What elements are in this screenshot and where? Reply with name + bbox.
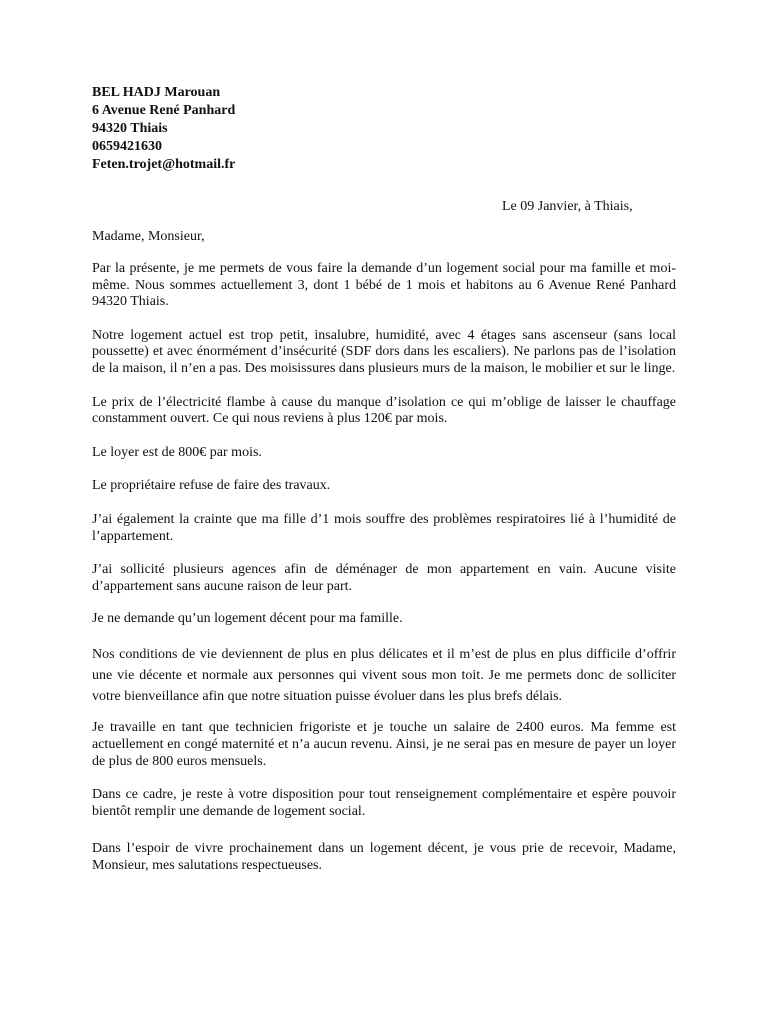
sender-name: BEL HADJ Marouan [92,85,221,100]
paragraph-closing: Dans l’espoir de vivre prochainement dans un logement décent, je vous prie de recevoir, Madame, Monsieur, mes salutations respectueuses. [92,841,676,873]
sender-email: Feten.trojet@hotmail.fr [92,157,236,172]
paragraph-request: Par la présente, je me permets de vous faire la demande d’un logement social pour ma famille et moi-même. Nous sommes actuellement 3, dont 1 bébé de 1 mois et habitons au 6 Avenue René Panhard 94320 Thiais. [92,261,676,310]
sender-block [92,84,676,174]
sender-phone: 0659421630 [92,139,162,154]
paragraph-income: Je travaille en tant que technicien frigoriste et je touche un salaire de 2400 euros. Ma femme est actuellement en congé maternité et n’a aucun revenu. Ainsi, je ne serai pas en mesure de payer un loyer de plus de 800 euros mensuels. [92,719,676,769]
date-line: Le 09 Janvier, à Thiais, [502,199,633,214]
paragraph-living-conditions: Nos conditions de vie deviennent de plus en plus délicates et il m’est de plus en plus difficile d’offrir une vie décente et normale aux personnes qui vivent sous mon toit. Je me permets donc de solliciter votre bienveillance afin que notre situation puisse évoluer dans les plus brefs délais. [92,646,676,704]
letter-page [92,84,676,874]
paragraph-health: J’ai également la crainte que ma fille d’1 mois souffre des problèmes respiratoires lié à l’humidité de l’appartement. [92,511,676,544]
sender-city: 94320 Thiais [92,121,168,136]
paragraph-rent: Le loyer est de 800€ par mois. [92,444,262,460]
salutation: Madame, Monsieur, [92,229,205,244]
paragraph-agencies: J’ai sollicité plusieurs agences afin de déménager de mon appartement en vain. Aucune visite d’appartement sans aucune raison de leur part. [92,562,676,594]
paragraph-landlord: Le propriétaire refuse de faire des travaux. [92,478,331,494]
paragraph-electricity: Le prix de l’électricité flambe à cause du manque d’isolation ce qui m’oblige de laisser le chauffage constamment ouvert. Ce qui nous reviens à plus 120€ par mois. [92,394,676,427]
paragraph-decent-housing: Je ne demande qu’un logement décent pour ma famille. [92,611,403,627]
sender-street: 6 Avenue René Panhard [92,103,236,118]
paragraph-availability: Dans ce cadre, je reste à votre disposition pour tout renseignement complémentaire et espère pouvoir bientôt remplir une demande de logement social. [92,786,676,819]
paragraph-housing-conditions: Notre logement actuel est trop petit, insalubre, humidité, avec 4 étages sans ascenseur (sans local poussette) et avec énormément d’insécurité (SDF dors dans les escaliers). Ne parlons pas de l’isolation de la maison, il n’en a pas. Des moisissures dans plusieurs murs de la maison, le mobilier et sur le linge. [92,327,676,376]
